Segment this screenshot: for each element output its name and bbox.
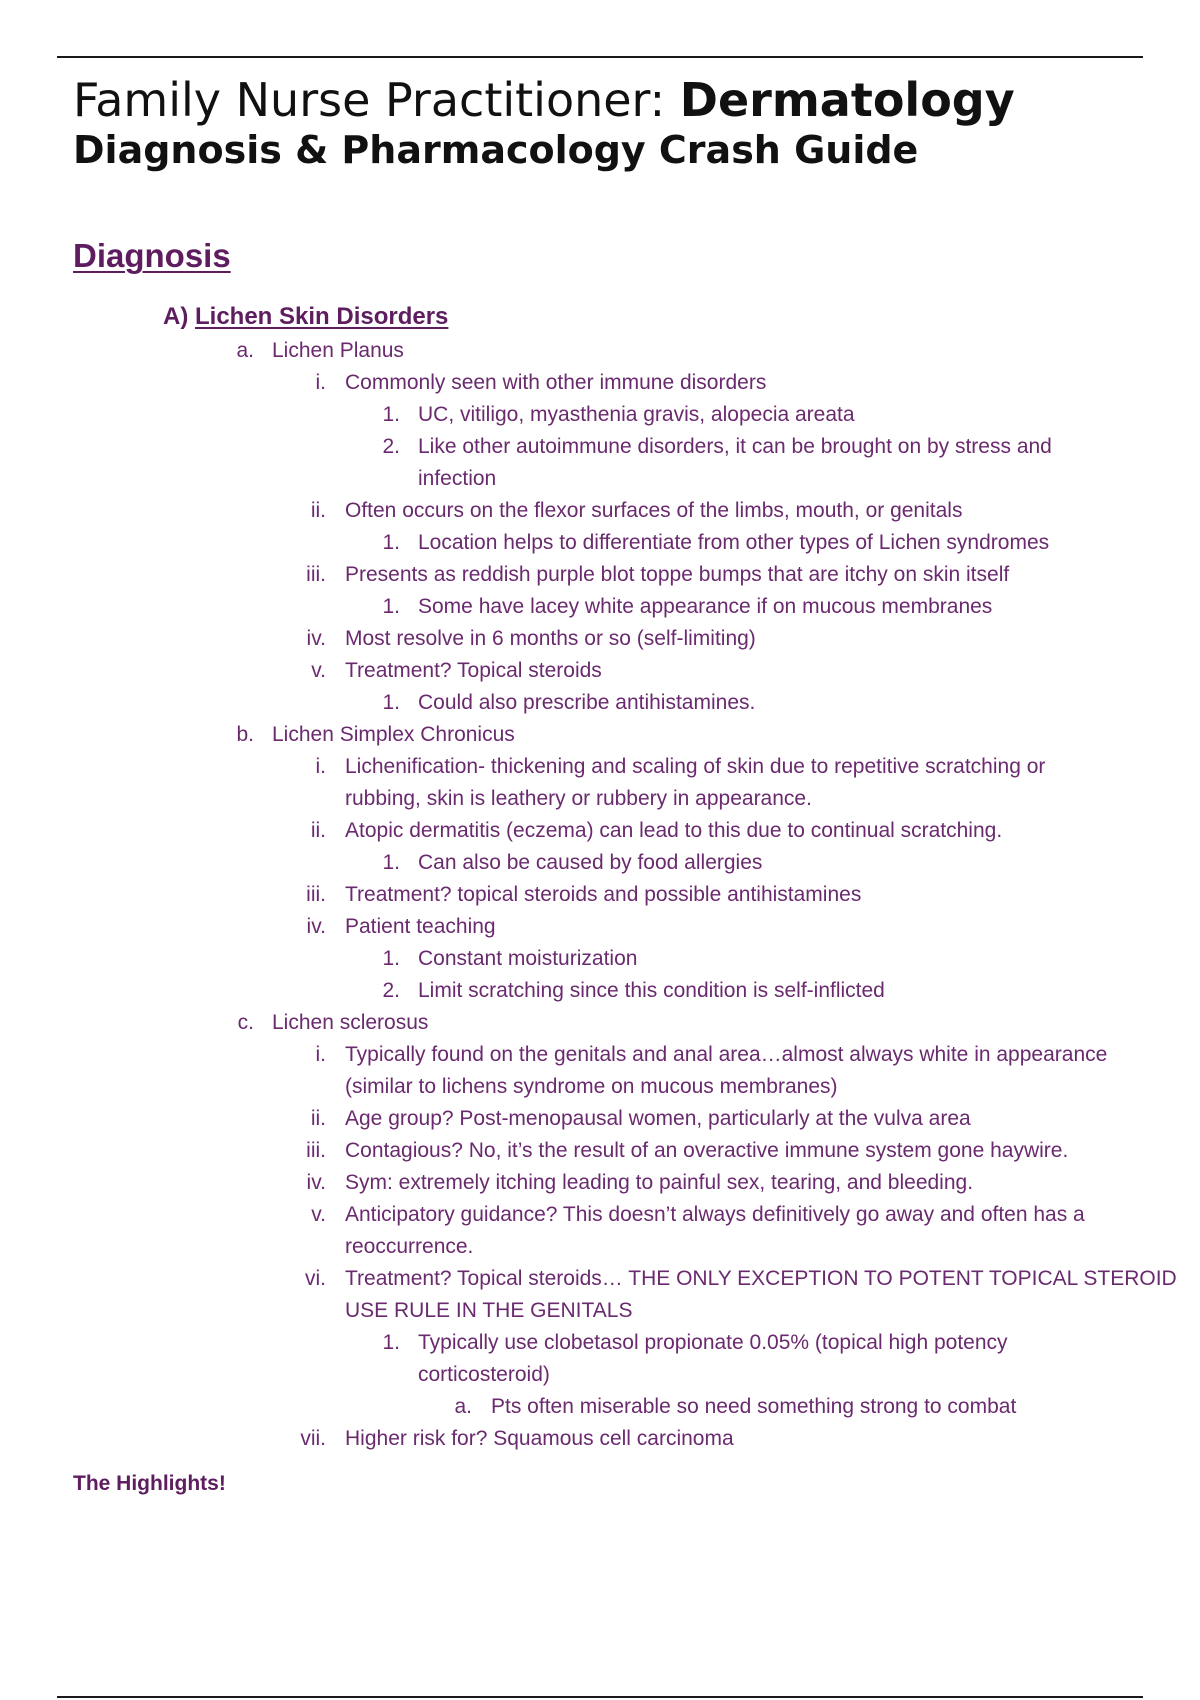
outline-item [0, 911, 1200, 943]
item-text: Treatment? Topical steroids [345, 659, 602, 682]
item-marker: 1. [382, 531, 400, 554]
outline-item [0, 943, 1200, 975]
item-marker: vii. [300, 1427, 326, 1450]
outline-item-continuation [0, 1295, 1200, 1327]
item-text: infection [418, 467, 497, 490]
sub-heading [163, 300, 448, 334]
item-text: Higher risk for? Squamous cell carcinoma [345, 1427, 734, 1450]
item-marker: iii. [306, 1139, 326, 1162]
item-marker: i. [315, 755, 326, 778]
item-marker: 2. [382, 979, 400, 1002]
item-marker: ii. [310, 819, 326, 842]
outline-item [0, 495, 1200, 527]
outline-item [0, 399, 1200, 431]
outline-item [0, 751, 1200, 783]
outline-item [0, 1199, 1200, 1231]
item-text: Could also prescribe antihistamines. [418, 691, 756, 714]
item-marker: a. [454, 1395, 472, 1418]
outline-item [0, 1327, 1200, 1359]
item-marker: a. [236, 339, 254, 362]
item-text: corticosteroid) [418, 1363, 550, 1386]
item-text: Constant moisturization [418, 947, 638, 970]
item-marker: 1. [382, 851, 400, 874]
outline-item [0, 335, 1200, 367]
top-rule [57, 56, 1143, 58]
outline-item [0, 1423, 1200, 1455]
outline-item-continuation [0, 1071, 1200, 1103]
item-text: reoccurrence. [345, 1235, 474, 1258]
sub-heading-marker: A) [163, 303, 189, 330]
item-text: (similar to lichens syndrome on mucous membranes) [345, 1075, 838, 1098]
item-text: Can also be caused by food allergies [418, 851, 763, 874]
outline-item [0, 687, 1200, 719]
outline-list [0, 335, 1200, 1455]
item-text: Pts often miserable so need something strong to combat [491, 1395, 1017, 1418]
item-marker: iv. [306, 1171, 326, 1194]
item-marker: iv. [306, 915, 326, 938]
outline-item [0, 559, 1200, 591]
item-text: Patient teaching [345, 915, 496, 938]
item-text: Like other autoimmune disorders, it can be brought on by stress and [418, 435, 1052, 458]
item-text: Sym: extremely itching leading to painful sex, tearing, and bleeding. [345, 1171, 974, 1194]
item-marker: iii. [306, 883, 326, 906]
section-heading: Diagnosis [73, 237, 231, 274]
document-subtitle: Diagnosis & Pharmacology Crash Guide [73, 128, 919, 172]
item-text: Commonly seen with other immune disorders [345, 371, 767, 394]
title-prefix: Family Nurse Practitioner: [73, 73, 680, 127]
outline-item [0, 1007, 1200, 1039]
outline-item [0, 1263, 1200, 1295]
item-text: Treatment? Topical steroids… THE ONLY EXCEPTION TO POTENT TOPICAL STEROID [345, 1267, 1177, 1290]
title-bold: Dermatology [679, 73, 1015, 127]
outline-item [0, 1391, 1200, 1423]
document-title [73, 70, 1015, 130]
item-text: Lichen Simplex Chronicus [272, 723, 515, 746]
item-text: Some have lacey white appearance if on mucous membranes [418, 595, 993, 618]
outline-item [0, 879, 1200, 911]
item-text: Often occurs on the flexor surfaces of the limbs, mouth, or genitals [345, 499, 963, 522]
item-text: Treatment? topical steroids and possible antihistamines [345, 883, 862, 906]
outline-item [0, 527, 1200, 559]
item-text: Anticipatory guidance? This doesn’t always definitively go away and often has a [345, 1203, 1085, 1226]
item-marker: vi. [305, 1267, 326, 1290]
item-text: Lichen Planus [272, 339, 404, 362]
item-text: UC, vitiligo, myasthenia gravis, alopecia areata [418, 403, 855, 426]
item-text: Lichenification- thickening and scaling of skin due to repetitive scratching or [345, 755, 1046, 778]
outline-item-continuation [0, 463, 1200, 495]
sub-heading-title: Lichen Skin Disorders [195, 303, 449, 330]
item-marker: iii. [306, 563, 326, 586]
outline-item [0, 1103, 1200, 1135]
item-text: Age group? Post-menopausal women, particularly at the vulva area [345, 1107, 971, 1130]
outline-item [0, 367, 1200, 399]
outline-item [0, 591, 1200, 623]
item-text: Typically use clobetasol propionate 0.05% (topical high potency [418, 1331, 1008, 1354]
item-marker: 1. [382, 1331, 400, 1354]
item-marker: 1. [382, 595, 400, 618]
outline-item-continuation [0, 1231, 1200, 1263]
bottom-rule [57, 1696, 1143, 1698]
item-marker: v. [311, 1203, 326, 1226]
item-marker: i. [315, 371, 326, 394]
item-text: Typically found on the genitals and anal area…almost always white in appearance [345, 1043, 1108, 1066]
outline-item-continuation [0, 1359, 1200, 1391]
item-text: Limit scratching since this condition is self-inflicted [418, 979, 885, 1002]
item-marker: 1. [382, 947, 400, 970]
outline-item [0, 623, 1200, 655]
item-text: USE RULE IN THE GENITALS [345, 1299, 633, 1322]
item-text: Most resolve in 6 months or so (self-limiting) [345, 627, 756, 650]
item-marker: 1. [382, 691, 400, 714]
item-marker: iv. [306, 627, 326, 650]
item-text: Location helps to differentiate from other types of Lichen syndromes [418, 531, 1050, 554]
item-text: Presents as reddish purple blot toppe bumps that are itchy on skin itself [345, 563, 1010, 586]
item-marker: b. [236, 723, 254, 746]
item-marker: v. [311, 659, 326, 682]
item-marker: 1. [382, 403, 400, 426]
outline-item [0, 1135, 1200, 1167]
item-text: Contagious? No, it’s the result of an overactive immune system gone haywire. [345, 1139, 1069, 1162]
item-text: Atopic dermatitis (eczema) can lead to this due to continual scratching. [345, 819, 1003, 842]
item-marker: 2. [382, 435, 400, 458]
outline-item [0, 719, 1200, 751]
item-marker: ii. [310, 1107, 326, 1130]
outline-item-continuation [0, 783, 1200, 815]
item-marker: c. [237, 1011, 254, 1034]
outline-item [0, 1039, 1200, 1071]
outline-item [0, 815, 1200, 847]
outline-item [0, 1167, 1200, 1199]
item-marker: i. [315, 1043, 326, 1066]
outline-item [0, 431, 1200, 463]
item-text: rubbing, skin is leathery or rubbery in appearance. [345, 787, 812, 810]
highlights-heading: The Highlights! [73, 1472, 226, 1495]
outline-item [0, 975, 1200, 1007]
item-marker: ii. [310, 499, 326, 522]
item-text: Lichen sclerosus [272, 1011, 429, 1034]
outline-item [0, 847, 1200, 879]
outline-item [0, 655, 1200, 687]
